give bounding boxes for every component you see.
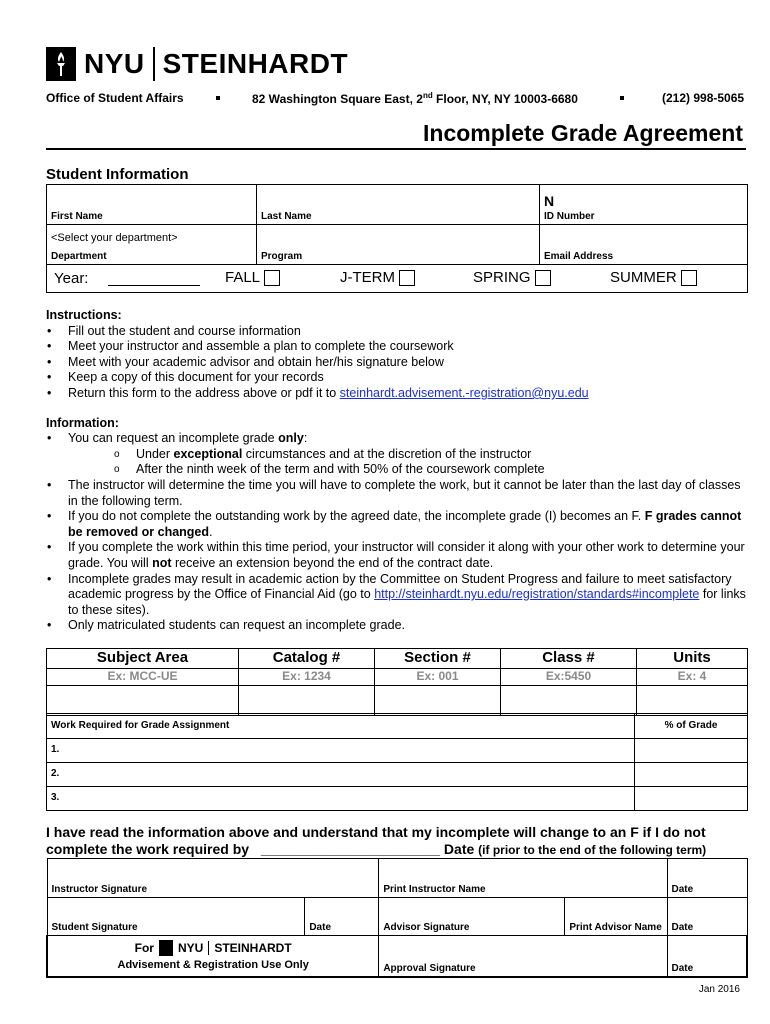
jterm-checkbox[interactable]: [399, 270, 415, 286]
department-select[interactable]: <Select your department> Department: [47, 225, 257, 265]
office-address: 82 Washington Square East, 2nd Floor, NY, NY 10003-6680: [252, 91, 578, 106]
term-fall[interactable]: FALL: [225, 269, 280, 286]
instruction-item: • Return this form to the address above or pdf it to steinhardt.advisement.-registration@nyu.edu: [46, 386, 746, 402]
year-label: Year:: [54, 270, 89, 287]
work-item-2[interactable]: 2.: [47, 763, 635, 787]
first-name-field[interactable]: First Name: [47, 185, 257, 225]
subject-area-input-2[interactable]: [47, 686, 239, 716]
pct-input-2[interactable]: [635, 763, 748, 787]
section-input[interactable]: Ex: 001: [375, 669, 501, 686]
info-item: • You can request an incomplete grade only:: [46, 431, 746, 447]
instructor-signature-field[interactable]: Instructor Signature: [47, 859, 379, 898]
office-name: Office of Student Affairs: [46, 91, 184, 105]
mini-brand-nyu: NYU: [177, 941, 204, 956]
units-input[interactable]: Ex: 4: [637, 669, 748, 686]
spring-checkbox[interactable]: [535, 270, 551, 286]
print-instructor-field[interactable]: Print Instructor Name: [379, 859, 667, 898]
brand-divider: [153, 47, 155, 81]
work-table: [46, 713, 748, 811]
section-input-2[interactable]: [375, 686, 501, 716]
signature-table: [46, 858, 748, 978]
advisor-signature-field[interactable]: Advisor Signature: [379, 898, 565, 936]
info-subitem: o After the ninth week of the term and with 50% of the coursework complete: [46, 462, 746, 478]
year-input[interactable]: [108, 285, 200, 286]
for-label: For: [134, 941, 154, 956]
instruction-item: • Meet your instructor and assemble a plan to complete the coursework: [46, 339, 746, 355]
work-item-3[interactable]: 3.: [47, 787, 635, 811]
header-bullet: [216, 96, 220, 100]
student-date-field[interactable]: Date: [305, 898, 379, 936]
info-item: • If you complete the work within this time period, your instructor will consider it along with your other work to determine your grade. You will not receive an extension beyond the end of the contract date.: [46, 540, 746, 571]
office-phone: (212) 998-5065: [662, 91, 745, 105]
fall-checkbox[interactable]: [264, 270, 280, 286]
header-bullet: [620, 96, 624, 100]
mini-brand-divider: [208, 941, 209, 955]
course-table: [46, 648, 748, 716]
units-input-2[interactable]: [637, 686, 748, 716]
brand-nyu: NYU: [84, 48, 145, 79]
department-value: <Select your department>: [51, 232, 178, 244]
use-only-label: Advisement & Registration Use Only: [117, 959, 309, 972]
instruction-item: • Meet with your academic advisor and obtain her/his signature below: [46, 355, 746, 371]
student-info-table: [46, 184, 748, 293]
col-subject-area: Subject Area: [47, 649, 239, 669]
info-subitem: o Under exceptional circumstances and at the discretion of the instructor: [46, 447, 746, 463]
work-item-1[interactable]: 1.: [47, 739, 635, 763]
last-name-field[interactable]: Last Name: [257, 185, 540, 225]
mini-brand-steinhardt: STEINHARDT: [214, 941, 292, 956]
instructor-date-field[interactable]: Date: [667, 859, 747, 898]
program-field[interactable]: Program: [257, 225, 540, 265]
col-section: Section #: [375, 649, 501, 669]
pct-input-1[interactable]: [635, 739, 748, 763]
instructions-section: [46, 308, 746, 634]
info-item: • If you do not complete the outstanding work by the agreed date, the incomplete grade (I) becomes an F. F grades cannot be removed or changed.: [46, 509, 746, 540]
student-signature-field[interactable]: Student Signature: [47, 898, 305, 936]
catalog-input-2[interactable]: [239, 686, 375, 716]
email-field[interactable]: Email Address: [540, 225, 748, 265]
instruction-item: • Fill out the student and course information: [46, 324, 746, 340]
approval-date-field[interactable]: Date: [667, 936, 747, 977]
return-email-link[interactable]: steinhardt.advisement.-registration@nyu.edu: [339, 385, 589, 400]
col-class: Class #: [501, 649, 637, 669]
nyu-steinhardt-logo: [46, 47, 348, 81]
info-item: • Incomplete grades may result in academic action by the Committee on Student Progress and failure to meet satisfactory academic progress by the Office of Financial Aid (go to http://steinhardt.nyu.edu/registration/standards#incomplete for links to these sites).: [46, 572, 746, 619]
subject-area-input[interactable]: Ex: MCC-UE: [47, 669, 239, 686]
term-jterm[interactable]: J-TERM: [340, 269, 415, 286]
class-input[interactable]: Ex:5450: [501, 669, 637, 686]
instruction-item: • Keep a copy of this document for your records: [46, 370, 746, 386]
term-spring[interactable]: SPRING: [473, 269, 551, 286]
info-item: • The instructor will determine the time you will have to complete the work, but it cannot be later than the last day of classes in the following term.: [46, 478, 746, 509]
summer-checkbox[interactable]: [681, 270, 697, 286]
student-info-heading: Student Information: [46, 166, 189, 183]
print-advisor-field[interactable]: Print Advisor Name: [565, 898, 667, 936]
nyu-torch-icon: [46, 47, 76, 81]
due-date-blank[interactable]: _______________________: [260, 841, 441, 857]
nyu-torch-icon-small: [159, 940, 173, 956]
standards-link[interactable]: http://steinhardt.nyu.edu/registration/standards#incomplete: [374, 587, 700, 602]
catalog-input[interactable]: Ex: 1234: [239, 669, 375, 686]
form-version: Jan 2016: [698, 984, 740, 995]
page-title: Incomplete Grade Agreement: [423, 120, 743, 146]
id-number-field[interactable]: N ID Number: [540, 185, 748, 225]
id-prefix: N: [544, 193, 555, 209]
work-heading: Work Required for Grade Assignment: [47, 714, 635, 739]
class-input-2[interactable]: [501, 686, 637, 716]
pct-input-3[interactable]: [635, 787, 748, 811]
agreement-statement: I have read the information above and understand that my incomplete will change to an F if I do not complete the work required by _______________________ Date (if prior to the end of the following term): [46, 824, 707, 857]
information-heading: Information:: [46, 415, 119, 430]
office-use-block: [47, 936, 379, 977]
col-catalog: Catalog #: [239, 649, 375, 669]
brand-steinhardt: STEINHARDT: [162, 48, 349, 79]
pct-heading: % of Grade: [635, 714, 748, 739]
instructions-heading: Instructions:: [46, 308, 122, 322]
term-row: [47, 265, 748, 293]
term-summer[interactable]: SUMMER: [610, 269, 697, 286]
title-rule: [46, 148, 746, 150]
info-item: • Only matriculated students can request an incomplete grade.: [46, 618, 746, 634]
approval-signature-field[interactable]: Approval Signature: [379, 936, 667, 977]
advisor-date-field[interactable]: Date: [667, 898, 747, 936]
col-units: Units: [637, 649, 748, 669]
